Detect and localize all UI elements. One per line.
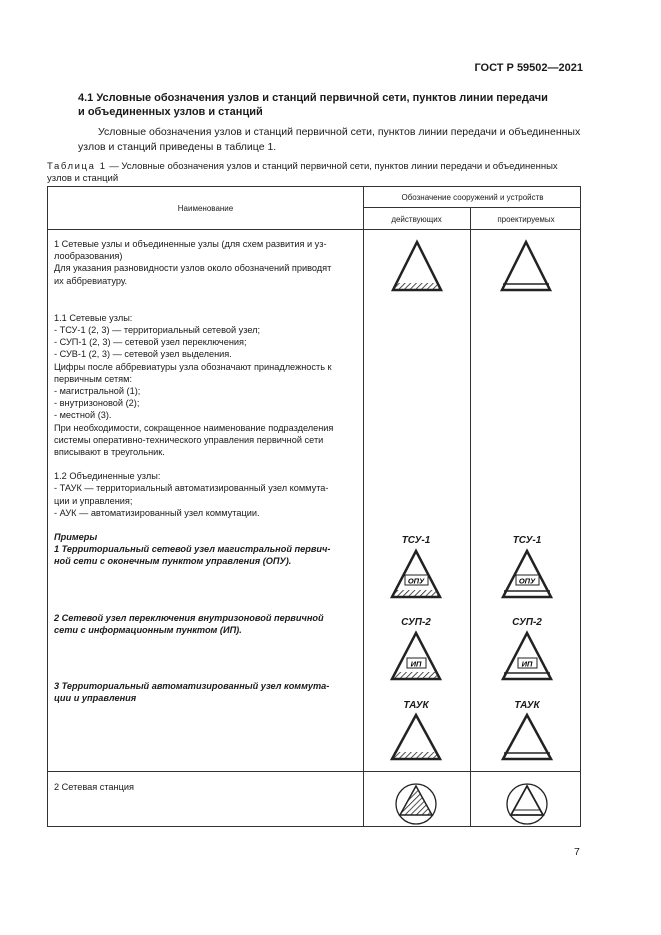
table-caption (47, 161, 592, 185)
example-3-line: ции и управления (54, 693, 137, 704)
row1-line: - магистральной (1); (54, 386, 141, 397)
table-caption-line1 (47, 161, 592, 173)
row1-line: - АУК — автоматизированный узел коммутации. (54, 507, 260, 518)
row1-line: вписывают в треугольник. (54, 447, 165, 458)
symbol-label-sup-existing: СУП-2 (401, 617, 431, 628)
table-caption-text: — Условные обозначения узлов и станций первичной сети, пунктов линии передачи и объединенных (106, 161, 558, 172)
network-station-planned-icon (507, 784, 547, 824)
tauk-existing-icon (392, 715, 440, 759)
tsu-opu-planned-icon (503, 551, 551, 597)
page-number: 7 (574, 846, 580, 858)
example-2-line: 2 Сетевой узел переключения внутризоновой первичной (54, 612, 324, 623)
inner-label-opu-existing: ОПУ (407, 576, 425, 586)
sup-ip-existing-icon (392, 633, 440, 679)
row1-line: их аббревиатуру. (54, 275, 128, 286)
row1-line: При необходимости, сокращенное наименование подразделения (54, 422, 334, 433)
symbol-label-tauk-existing: ТАУК (403, 700, 429, 711)
table-caption-label: Таблица 1 (47, 161, 107, 172)
example-1-line: 1 Территориальный сетевой узел магистральной первич- (54, 544, 331, 555)
row1-line: 1 Сетевые узлы и объединенные узлы (для схем развития и уз- (54, 239, 327, 249)
standard-number: ГОСТ Р 59502—2021 (474, 62, 583, 74)
row1-line: - местной (3). (54, 410, 112, 421)
symbol-label-tsu-existing: ТСУ-1 (401, 535, 431, 546)
row1-line: - ТАУК — территориальный автоматизированный узел коммута- (54, 483, 329, 494)
col-header-planned: проектируемых (497, 215, 555, 224)
row1-line: - внутризоновой (2); (54, 398, 140, 409)
symbol-label-tauk-planned: ТАУК (514, 700, 540, 711)
row1-line: лообразования) (54, 251, 123, 262)
row1-line: - ТСУ-1 (2, 3) — территориальный сетевой узел; (54, 325, 261, 336)
tsu-opu-existing-icon (392, 551, 440, 597)
row1-line: ции и управления; (54, 495, 133, 506)
inner-label-opu-planned: ОПУ (518, 576, 536, 586)
example-3-line: 3 Территориальный автоматизированный узел коммута- (54, 681, 330, 692)
row1-line: Цифры после аббревиатуры узла обозначают принадлежность к (54, 361, 332, 372)
section-title-line2: и объединенных узлов и станций (78, 106, 263, 118)
section-title-line1: 4.1 Условные обозначения узлов и станций первичной сети, пунктов линии передачи (78, 92, 548, 104)
network-station-existing-icon (396, 784, 436, 824)
row1-line: первичным сетям: (54, 373, 132, 384)
inner-label-ip-planned: ИП (521, 659, 533, 669)
sup-ip-planned-icon (503, 633, 551, 679)
designations-table (47, 186, 581, 827)
symbols-layer (48, 187, 582, 828)
subsection-1-2-title: 1.2 Объединенные узлы: (54, 471, 161, 482)
network-node-planned-icon (502, 242, 550, 290)
table-caption-line2: узлов и станций (47, 173, 119, 184)
col-header-name: Наименование (177, 204, 234, 213)
subsection-1-1-title: 1.1 Сетевые узлы: (54, 312, 133, 323)
intro-line1: Условные обозначения узлов и станций первичной сети, пунктов линии передачи и объединенных (98, 126, 581, 138)
row1-line: - СУВ-1 (2, 3) — сетевой узел выделения. (54, 349, 232, 360)
intro-line2: узлов и станций приведены в таблице 1. (78, 140, 277, 153)
row2-name-cell: 2 Сетевая станция (54, 782, 134, 792)
row1-line: системы оперативно-технического управления первичной сети (54, 434, 324, 445)
col-header-existing: действующих (391, 215, 442, 224)
network-node-existing-icon (393, 242, 441, 290)
section-title (78, 91, 578, 119)
col-header-designation: Обозначение сооружений и устройств (401, 193, 544, 202)
example-2-line: сети с информационным пунктом (ИП). (54, 624, 242, 635)
symbol-label-tsu-planned: ТСУ-1 (512, 535, 542, 546)
row1-line: Для указания разновидности узлов около обозначений приводят (54, 263, 332, 274)
tauk-planned-icon (503, 715, 551, 759)
intro-paragraph (78, 125, 583, 154)
symbol-label-sup-planned: СУП-2 (512, 617, 542, 628)
example-1-line: ной сети с оконечным пунктом управления (ОПУ). (54, 556, 292, 567)
row1-line: - СУП-1 (2, 3) — сетевой узел переключения; (54, 337, 247, 348)
inner-label-ip-existing: ИП (410, 659, 422, 669)
examples-title: Примеры (54, 532, 98, 543)
